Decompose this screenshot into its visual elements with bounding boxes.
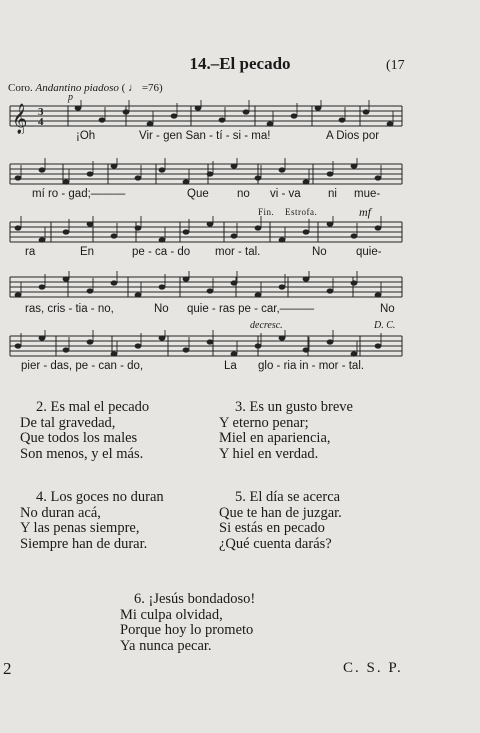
- stanza-2: [20, 400, 149, 462]
- dc-marking: D. C.: [374, 320, 396, 331]
- stanza-line: Y eterno penar;: [219, 414, 309, 431]
- lyric: no: [237, 188, 250, 200]
- dynamic-mezzoforte: mf: [359, 205, 371, 219]
- stanza-line: De tal gravedad,: [20, 414, 116, 431]
- stanza-line: Ya nunca pecar.: [120, 637, 212, 654]
- stanza-6: [120, 592, 255, 654]
- stanza-line: Siempre han de durar.: [20, 535, 148, 552]
- section-label: Coro.: [8, 82, 33, 94]
- stanza-line: Miel en apariencia,: [219, 430, 331, 446]
- stanza-line: 5. El día se acerca: [235, 489, 341, 505]
- lyric: Vir - gen San - tí - si - ma!: [139, 130, 271, 142]
- lyric: ras, cris - tia - no,: [25, 303, 114, 315]
- stanza-line: Mi culpa olvidad,: [120, 606, 223, 623]
- stanza-line: 3. Es un gusto breve: [235, 399, 353, 415]
- lyric: A Dios por: [326, 130, 380, 142]
- lyric: mue-: [354, 188, 381, 200]
- lyric: ra: [25, 246, 36, 258]
- stanza-line: Si estás en pecado: [219, 520, 325, 536]
- lyric: pier - das, pe - can - do,: [21, 360, 144, 372]
- lyric: glo - ria in - mor - tal.: [258, 360, 365, 372]
- music-staff-3: [8, 216, 404, 250]
- music-staff-4: [8, 271, 404, 305]
- lyric: No: [154, 303, 169, 315]
- fin-marking: Fin.: [258, 207, 275, 217]
- stanza-line: Que te han de juzgar.: [219, 504, 342, 521]
- metronome-mark: ( ♩ =76): [121, 82, 163, 94]
- footer-number: 2: [3, 659, 12, 678]
- dynamic-piano: p: [68, 92, 73, 103]
- lyric: mí ro - gad;———: [32, 188, 126, 200]
- stanza-5: [219, 490, 342, 552]
- lyric: No: [312, 246, 327, 258]
- music-staff-2: [8, 158, 404, 192]
- music-staff-5: [8, 330, 404, 364]
- estrofa-marking: Estrofa.: [285, 207, 318, 217]
- stanza-line: Son menos, y el más.: [20, 445, 144, 462]
- lyric: ¡Oh: [76, 130, 96, 142]
- footer-initials: C. S. P.: [343, 660, 403, 676]
- lyric: ni: [328, 188, 337, 200]
- decrescendo-marking: decresc.: [250, 320, 283, 331]
- lyric: No: [380, 303, 395, 315]
- stanza-line: 4. Los goces no duran: [36, 489, 164, 505]
- tempo-marking: [8, 82, 163, 94]
- page-number: (17: [386, 58, 405, 73]
- stanza-4: [20, 490, 164, 552]
- stanza-line: Que todos los males: [20, 430, 138, 446]
- lyric: pe - ca - do: [132, 246, 191, 258]
- stanza-line: 2. Es mal el pecado: [36, 399, 150, 415]
- svg-text:𝄞: 𝄞: [12, 104, 28, 133]
- lyric: vi - va: [270, 188, 301, 200]
- tempo-text: Andantino piadoso: [35, 82, 119, 94]
- music-staff-1: [8, 100, 404, 134]
- svg-text:4: 4: [38, 116, 44, 128]
- lyric: Que: [187, 188, 209, 200]
- lyric: La: [224, 360, 237, 372]
- lyric: quie-: [356, 246, 382, 258]
- svg-text:3: 3: [38, 106, 44, 118]
- stanza-line: No duran acá,: [20, 504, 101, 521]
- stanza-line: Porque hoy lo prometo: [120, 622, 254, 638]
- stanza-3: [219, 400, 353, 462]
- stanza-line: Y las penas siempre,: [20, 520, 140, 536]
- stanza-line: Y hiel en verdad.: [219, 445, 319, 462]
- stanza-line: 6. ¡Jesús bondadoso!: [134, 591, 256, 607]
- hymn-title: 14.–El pecado: [189, 54, 291, 73]
- lyric: quie - ras pe - car,———: [187, 303, 315, 315]
- stanza-line: ¿Qué cuenta darás?: [219, 535, 332, 552]
- lyric: mor - tal.: [215, 246, 261, 258]
- lyric: En: [80, 246, 95, 258]
